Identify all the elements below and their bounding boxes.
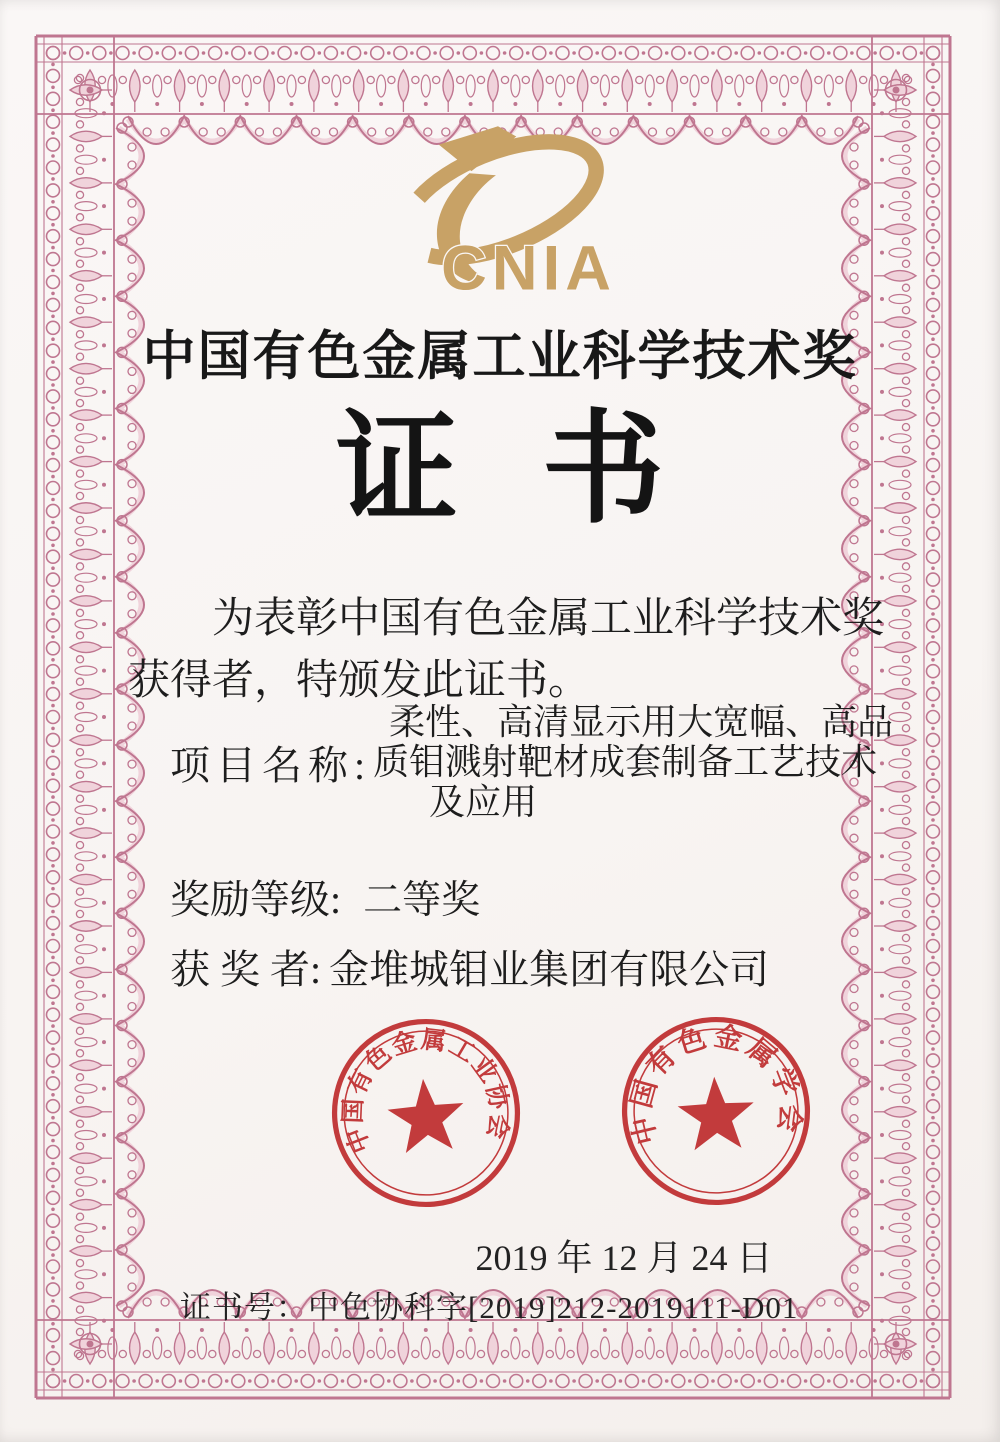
doc-title-char-2: 书 bbox=[542, 403, 664, 538]
issue-date: 2019 年 12 月 24 日 bbox=[475, 1238, 773, 1278]
preamble-line-1: 为表彰中国有色金属工业科学技术奖 bbox=[212, 596, 885, 642]
project-value-line-2: 质钼溅射靶材成套制备工艺技术 bbox=[373, 742, 878, 782]
preamble-line-2: 获得者，特颁发此证书。 bbox=[128, 658, 591, 704]
cnia-logo bbox=[0, 126, 1000, 300]
winner-label: 获 奖 者: bbox=[170, 947, 322, 992]
project-label: 项目名称: bbox=[170, 742, 372, 788]
certificate-number-label: 证书号： bbox=[180, 1290, 308, 1325]
grade-label: 奖励等级: bbox=[170, 877, 342, 922]
society-seal bbox=[611, 1006, 821, 1216]
certificate-number bbox=[180, 1282, 798, 1327]
preamble bbox=[128, 588, 885, 712]
industry-association-seal bbox=[318, 1005, 535, 1222]
project-field bbox=[170, 702, 893, 822]
seal-ring-text: 中国有色金属工业协会 bbox=[339, 1026, 513, 1157]
doc-title bbox=[0, 404, 1000, 538]
grade-field bbox=[170, 868, 480, 925]
star-icon bbox=[676, 1075, 756, 1151]
project-value-line-1: 柔性、高清显示用大宽幅、高品 bbox=[389, 702, 894, 742]
winner-value: 金堆城钼业集团有限公司 bbox=[329, 947, 770, 992]
project-value bbox=[373, 702, 893, 822]
cnia-logo-svg bbox=[347, 126, 653, 300]
winner-field bbox=[170, 938, 769, 995]
grade-value: 二等奖 bbox=[363, 878, 481, 922]
seal-ring-text: 中国有色金属学会 bbox=[624, 1019, 808, 1148]
certificate-number-value: 中色协科字[2019]212-2019111-D01 bbox=[308, 1290, 799, 1325]
award-title: 中国有色金属工业科学技术奖 bbox=[142, 328, 858, 386]
logo-text: CNIA bbox=[441, 233, 617, 300]
star-icon bbox=[385, 1076, 467, 1155]
project-value-line-3: 及应用 bbox=[429, 782, 538, 822]
doc-title-char-1: 证 bbox=[336, 403, 458, 538]
